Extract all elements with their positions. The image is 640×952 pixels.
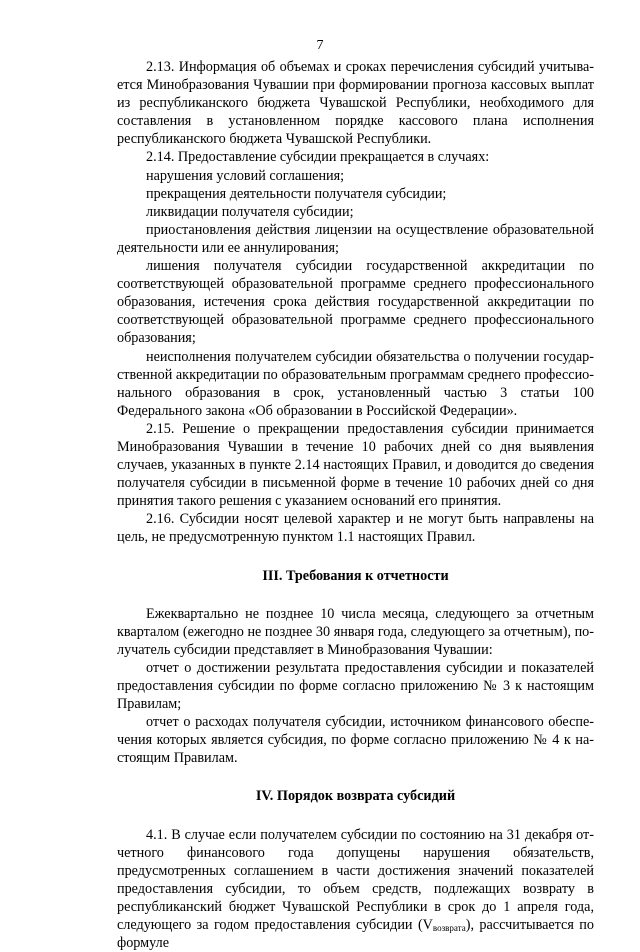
list-item-accreditation-deprivation: лишения получателя субсидии государственной аккредитации по соответствующей образовательной программе среднего профессионального образования, истечения срока действия государственной аккредитации по соответствующей образовательной программе среднего профессионального образования; xyxy=(117,258,594,347)
paragraph-2-15: 2.15. Решение о прекращении предоставления субсидии принимается Минобразования Чувашии в течение 10 рабочих дней со дня выявления случаев, указанных в пункте 2.14 настоящих Правил, и доводится до сведения получателя субсидии в письменной форме в течение 10 рабочих дней со дня принятия такого решения с указанием оснований его принятия. xyxy=(117,420,594,510)
list-item-license-suspension: приостановления действия лицензии на осуществление образовательной деятельности или ее аннулирования; xyxy=(117,221,594,256)
list-item-agreement-violation: нарушения условий соглашения; xyxy=(146,167,345,184)
paragraph-2-14: 2.14. Предоставление субсидии прекращается в случаях: xyxy=(146,149,490,166)
page-number: 7 xyxy=(316,38,324,53)
section-heading-reporting: III. Требования к отчетности xyxy=(262,567,449,584)
formula-subscript: возврата xyxy=(432,923,466,934)
paragraph-4-1-text: 4.1. В случае если получателем субсидии по состоянию на 31 декабря отчетного финансового года допущены нарушения обязательств, предусмотренных соглашением в части достижения значений показателей предоставления субсидии, то объем средств, подлежащих возврату в республиканский бюджет Чувашской Республики в срок до 1 апреля года, следующего за годом предоставления субсидии (V xyxy=(117,826,594,934)
list-item-accreditation-obligation: неисполнения получателем субсидии обязательства о получении государственной аккредитации по образовательным программам среднего профессионального образования в срок, установленный частью 3 статьи 100 Федерального закона «Об образовании в Российской Федерации». xyxy=(117,348,594,419)
list-item-result-report: отчет о достижении результата предоставления субсидии и показателей предоставления субсидии по форме согласно приложению № 3 к настоящим Правилам; xyxy=(117,659,594,713)
list-item-activity-termination: прекращения деятельности получателя субсидии; xyxy=(146,185,447,202)
paragraph-2-16: 2.16. Субсидии носят целевой характер и не могут быть направлены на цель, не предусмотренную пунктом 1.1 настоящих Правил. xyxy=(117,511,594,546)
paragraph-4-1-tail: ), рассчитывается по формуле xyxy=(117,917,594,952)
paragraph-reporting-intro: Ежеквартально не позднее 10 числа месяца, следующего за отчетным кварталом (ежегодно не позднее 30 января года, следующего за отчетным), получатель субсидии представляет в Минобразования Чувашии: xyxy=(117,605,594,658)
paragraph-2-13: 2.13. Информация об объемах и сроках перечисления субсидий учитывается Минобразования Чувашии при формировании прогноза кассовых выплат из республиканского бюджета Чувашской Республики, необходимого для составления в установленном порядке кассового плана исполнения республиканского бюджета Чувашской Республики. xyxy=(117,59,594,148)
list-item-expense-report: отчет о расходах получателя субсидии, источником финансового обеспечения которых является субсидия, по форме согласно приложению № 4 к настоящим Правилам. xyxy=(117,714,594,767)
paragraph-4-1 xyxy=(117,826,594,952)
section-heading-refund: IV. Порядок возврата субсидий xyxy=(255,788,456,805)
list-item-liquidation: ликвидации получателя субсидии; xyxy=(146,203,354,220)
page-content xyxy=(117,58,594,952)
